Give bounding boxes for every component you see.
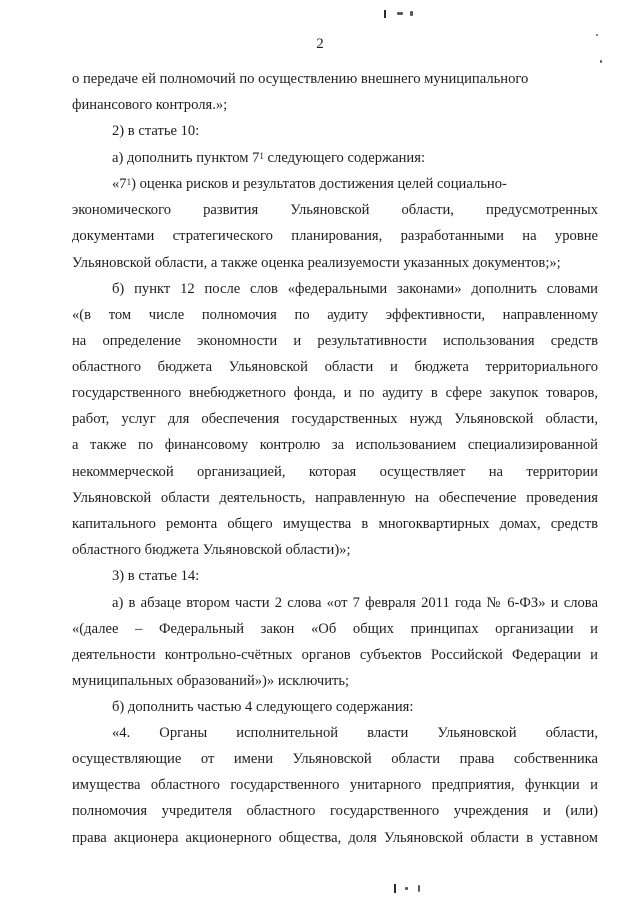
scan-mark <box>418 885 420 892</box>
text-line: капитального ремонта общего имущества в многоквартирных домах, средств <box>72 516 598 532</box>
text-line: 2) в статье 10: <box>112 123 200 139</box>
scan-mark <box>405 887 408 890</box>
text-line: на определение экономности и результативности использования средств <box>72 333 598 349</box>
text-line: б) пункт 12 после слов «федеральными законами» дополнить словами <box>112 281 598 297</box>
scan-mark <box>397 12 403 15</box>
superscript: 1 <box>126 177 132 187</box>
scan-mark <box>394 884 396 893</box>
text-line: экономического развития Ульяновской области, предусмотренных <box>72 202 598 218</box>
text-line: 3) в статье 14: <box>112 568 200 584</box>
text-line: права акционера акционерного общества, доля Ульяновской области в уставном <box>72 830 598 846</box>
page-number: 2 <box>316 36 324 52</box>
text-line: «(далее – Федеральный закон «Об общих принципах организации и <box>72 621 598 637</box>
text-line: финансового контроля.»; <box>72 97 228 113</box>
text-line: имущества областного государственного унитарного предприятия, функции и <box>72 777 598 793</box>
text-line: «4. Органы исполнительной власти Ульяновской области, <box>112 725 598 741</box>
text-line <box>112 175 598 193</box>
superscript: 1 <box>259 151 264 161</box>
text-line: работ, услуг для обеспечения государственных нужд Ульяновской области, <box>72 411 598 427</box>
text-line: документами стратегического планирования, разработанными на уровне <box>72 228 598 244</box>
text-fragment: ) оценка рисков и результатов достижения целей социально- <box>131 176 507 192</box>
text-line: полномочия учредителя областного государственного учреждения и (или) <box>72 803 598 819</box>
text-line: государственного внебюджетного фонда, и по аудиту в сфере закупок товаров, <box>72 385 598 401</box>
text-line: осуществляющие от имени Ульяновской области права собственника <box>72 751 598 767</box>
text-line: а) в абзаце втором части 2 слова «от 7 февраля 2011 года № 6-ФЗ» и слова <box>112 595 598 611</box>
text-line: областного бюджета Ульяновской области и бюджета территориального <box>72 359 598 375</box>
text-fragment: «7 <box>112 176 127 192</box>
text-line: Ульяновской области, а также оценка реализуемости указанных документов;»; <box>72 255 561 271</box>
text-line: а также по финансовому контролю за использованием специализированной <box>72 437 598 453</box>
text-fragment: а) дополнить пунктом 7 <box>112 150 260 166</box>
text-line: Ульяновской области деятельность, направленную на обеспечение проведения <box>72 490 598 506</box>
text-line: муниципальных образований»)» исключить; <box>72 673 350 689</box>
text-line: областного бюджета Ульяновской области)»; <box>72 542 351 558</box>
scan-mark <box>410 11 413 16</box>
text-line <box>112 149 598 167</box>
scan-speck <box>600 60 602 63</box>
text-line: некоммерческой организацией, которая осуществляет на территории <box>72 464 598 480</box>
text-line: о передаче ей полномочий по осуществлению внешнего муниципального <box>72 71 529 87</box>
text-line: деятельности контрольно-счётных органов субъектов Российской Федерации и <box>72 647 598 663</box>
text-line: б) дополнить частью 4 следующего содержания: <box>112 699 414 715</box>
text-line: «(в том числе полномочия по аудиту эффективности, направленному <box>72 307 598 323</box>
scan-mark <box>384 10 386 18</box>
text-fragment: следующего содержания: <box>263 150 426 166</box>
